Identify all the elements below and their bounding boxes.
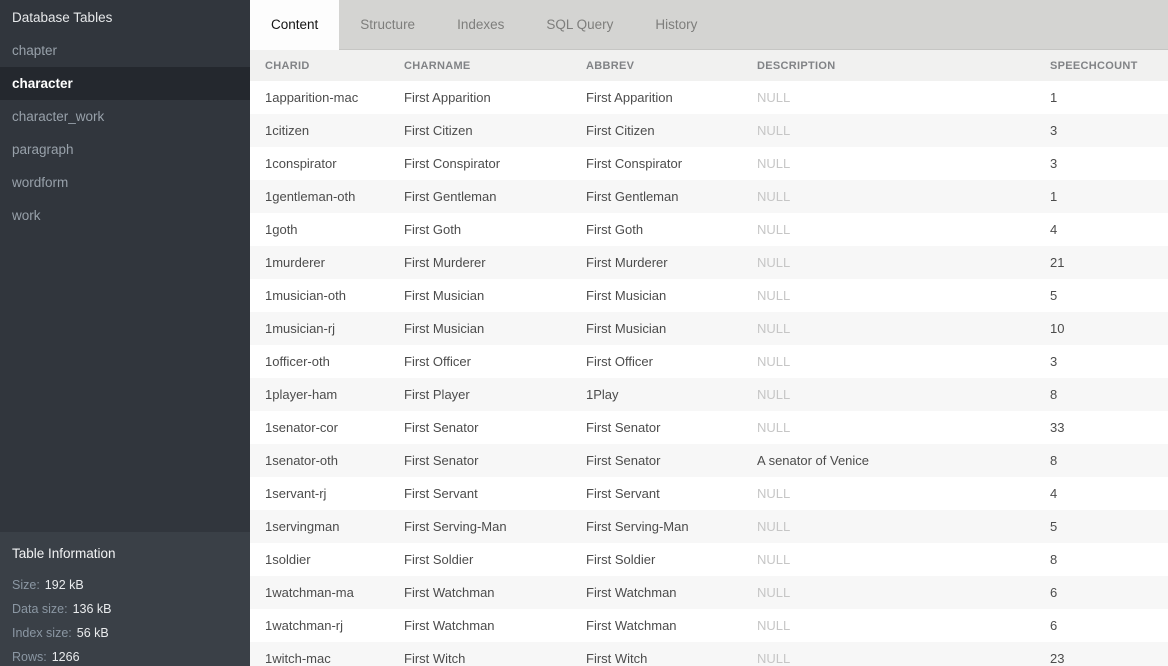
cell-charid: 1watchman-rj	[265, 618, 344, 633]
cell-charid: 1player-ham	[265, 387, 338, 402]
table-information-panel	[0, 532, 250, 666]
column-header-abbrev[interactable]: ABBREV	[586, 59, 635, 72]
column-header-charname[interactable]: CHARNAME	[404, 59, 471, 72]
cell-abbrev: First Musician	[586, 321, 667, 336]
cell-charid: 1senator-oth	[265, 453, 338, 468]
cell-speechcount: 4	[1050, 486, 1058, 501]
table-row[interactable]	[250, 345, 1168, 378]
sidebar-title: Database Tables	[12, 9, 113, 25]
cell-charid: 1servant-rj	[265, 486, 327, 501]
cell-speechcount: 8	[1050, 552, 1058, 567]
cell-description: NULL	[757, 156, 791, 171]
table-row[interactable]	[250, 180, 1168, 213]
table-row[interactable]	[250, 477, 1168, 510]
cell-charid: 1musician-rj	[265, 321, 336, 336]
table-row[interactable]	[250, 114, 1168, 147]
tab-label: Indexes	[457, 17, 505, 32]
cell-description: NULL	[757, 288, 791, 303]
cell-charid: 1senator-cor	[265, 420, 338, 435]
table-information-stats	[12, 573, 238, 666]
cell-speechcount: 8	[1050, 453, 1058, 468]
sidebar	[0, 0, 250, 666]
cell-abbrev: 1Play	[586, 387, 619, 402]
cell-speechcount: 1	[1050, 90, 1058, 105]
cell-description: NULL	[757, 420, 791, 435]
cell-speechcount: 6	[1050, 618, 1058, 633]
cell-speechcount: 21	[1050, 255, 1065, 270]
cell-abbrev: First Senator	[586, 453, 661, 468]
cell-description: A senator of Venice	[757, 453, 870, 468]
cell-speechcount: 5	[1050, 288, 1058, 303]
table-row[interactable]	[250, 81, 1168, 114]
cell-charid: 1goth	[265, 222, 298, 237]
cell-abbrev: First Murderer	[586, 255, 668, 270]
cell-charname: First Goth	[404, 222, 462, 237]
cell-abbrev: First Soldier	[586, 552, 656, 567]
table-column-header-row	[250, 50, 1168, 81]
cell-charname: First Citizen	[404, 123, 473, 138]
table-row[interactable]	[250, 147, 1168, 180]
cell-description: NULL	[757, 585, 791, 600]
info-stat-row	[12, 597, 238, 621]
cell-charname: First Officer	[404, 354, 471, 369]
cell-description: NULL	[757, 486, 791, 501]
cell-speechcount: 3	[1050, 123, 1058, 138]
table-row[interactable]	[250, 246, 1168, 279]
table-row[interactable]	[250, 444, 1168, 477]
cell-charid: 1witch-mac	[265, 651, 331, 666]
cell-charname: First Gentleman	[404, 189, 497, 204]
cell-abbrev: First Apparition	[586, 90, 673, 105]
cell-charname: First Musician	[404, 288, 485, 303]
sidebar-item-wordform[interactable]	[0, 166, 250, 199]
sidebar-item-character_work[interactable]	[0, 100, 250, 133]
tab-label: History	[655, 17, 698, 32]
sidebar-table-item-label: character	[12, 76, 73, 91]
sidebar-item-character[interactable]	[0, 67, 250, 100]
column-header-description[interactable]: DESCRIPTION	[757, 59, 836, 72]
info-stat-value: 1266	[51, 650, 80, 664]
cell-description: NULL	[757, 519, 791, 534]
info-stat-row	[12, 645, 238, 666]
tab-structure[interactable]	[339, 0, 436, 49]
tab-label: SQL Query	[546, 17, 614, 32]
cell-speechcount: 6	[1050, 585, 1058, 600]
cell-abbrev: First Goth	[586, 222, 644, 237]
cell-charid: 1musician-oth	[265, 288, 346, 303]
tab-indexes[interactable]	[436, 0, 525, 49]
cell-charname: First Servant	[404, 486, 478, 501]
table-row[interactable]	[250, 378, 1168, 411]
cell-speechcount: 33	[1050, 420, 1065, 435]
cell-abbrev: First Witch	[586, 651, 648, 666]
cell-charname: First Senator	[404, 420, 479, 435]
cell-charname: First Watchman	[404, 618, 495, 633]
cell-charname: First Senator	[404, 453, 479, 468]
sidebar-item-chapter[interactable]	[0, 34, 250, 67]
sidebar-table-item-label: character_work	[12, 109, 105, 124]
cell-abbrev: First Gentleman	[586, 189, 679, 204]
cell-charid: 1servingman	[265, 519, 340, 534]
cell-speechcount: 1	[1050, 189, 1058, 204]
cell-abbrev: First Conspirator	[586, 156, 683, 171]
table-row[interactable]	[250, 312, 1168, 345]
cell-description: NULL	[757, 651, 791, 666]
cell-description: NULL	[757, 354, 791, 369]
cell-description: NULL	[757, 255, 791, 270]
sidebar-table-item-label: chapter	[12, 43, 58, 58]
cell-abbrev: First Citizen	[586, 123, 655, 138]
cell-charid: 1apparition-mac	[265, 90, 359, 105]
table-row[interactable]	[250, 609, 1168, 642]
tab-history[interactable]	[634, 0, 718, 49]
info-stat-label: Index size:	[12, 626, 72, 640]
cell-abbrev: First Watchman	[586, 585, 677, 600]
cell-description: NULL	[757, 189, 791, 204]
info-stat-value: 56 kB	[76, 626, 109, 640]
sidebar-table-item-label: wordform	[12, 175, 69, 190]
cell-description: NULL	[757, 123, 791, 138]
table-row[interactable]	[250, 411, 1168, 444]
cell-charid: 1conspirator	[265, 156, 337, 171]
cell-speechcount: 8	[1050, 387, 1058, 402]
tab-bar	[250, 0, 1168, 50]
cell-speechcount: 3	[1050, 156, 1058, 171]
cell-charname: First Conspirator	[404, 156, 501, 171]
cell-charname: First Murderer	[404, 255, 486, 270]
cell-abbrev: First Watchman	[586, 618, 677, 633]
table-row[interactable]	[250, 642, 1168, 666]
cell-charid: 1gentleman-oth	[265, 189, 356, 204]
cell-charname: First Musician	[404, 321, 485, 336]
cell-abbrev: First Senator	[586, 420, 661, 435]
table-row[interactable]	[250, 279, 1168, 312]
info-stat-row	[12, 621, 238, 645]
info-stat-value: 136 kB	[72, 602, 112, 616]
cell-speechcount: 23	[1050, 651, 1065, 666]
sidebar-table-item-label: paragraph	[12, 142, 74, 157]
cell-charname: First Serving-Man	[404, 519, 507, 534]
cell-speechcount: 5	[1050, 519, 1058, 534]
table-row[interactable]	[250, 213, 1168, 246]
tab-label: Content	[271, 17, 319, 32]
column-header-charid[interactable]: CHARID	[265, 59, 310, 72]
cell-charid: 1watchman-ma	[265, 585, 354, 600]
sidebar-item-paragraph[interactable]	[0, 133, 250, 166]
cell-charid: 1soldier	[265, 552, 311, 567]
cell-description: NULL	[757, 222, 791, 237]
table-information-title: Table Information	[12, 546, 116, 561]
cell-charid: 1citizen	[265, 123, 310, 138]
table-body	[250, 81, 1168, 666]
table-list	[0, 34, 250, 232]
tab-label: Structure	[360, 17, 416, 32]
cell-charid: 1murderer	[265, 255, 325, 270]
cell-description: NULL	[757, 552, 791, 567]
cell-description: NULL	[757, 618, 791, 633]
sidebar-table-item-label: work	[12, 208, 41, 223]
cell-charname: First Apparition	[404, 90, 491, 105]
table-row[interactable]	[250, 543, 1168, 576]
info-stat-label: Rows:	[12, 650, 47, 664]
cell-speechcount: 3	[1050, 354, 1058, 369]
cell-description: NULL	[757, 387, 791, 402]
cell-speechcount: 10	[1050, 321, 1065, 336]
column-header-speechcount[interactable]: SPEECHCOUNT	[1050, 59, 1138, 72]
info-stat-label: Data size:	[12, 602, 68, 616]
cell-speechcount: 4	[1050, 222, 1058, 237]
info-stat-row	[12, 573, 238, 597]
cell-abbrev: First Servant	[586, 486, 660, 501]
table-row[interactable]	[250, 576, 1168, 609]
cell-charname: First Witch	[404, 651, 466, 666]
cell-description: NULL	[757, 90, 791, 105]
cell-abbrev: First Serving-Man	[586, 519, 689, 534]
cell-description: NULL	[757, 321, 791, 336]
main-content	[250, 0, 1168, 666]
cell-charname: First Player	[404, 387, 470, 402]
sidebar-item-work[interactable]	[0, 199, 250, 232]
info-stat-label: Size:	[12, 578, 40, 592]
info-stat-value: 192 kB	[44, 578, 84, 592]
tab-sql-query[interactable]	[525, 0, 634, 49]
tab-content[interactable]	[250, 0, 339, 50]
cell-charid: 1officer-oth	[265, 354, 330, 369]
cell-charname: First Soldier	[404, 552, 474, 567]
cell-abbrev: First Musician	[586, 288, 667, 303]
cell-abbrev: First Officer	[586, 354, 653, 369]
table-row[interactable]	[250, 510, 1168, 543]
cell-charname: First Watchman	[404, 585, 495, 600]
